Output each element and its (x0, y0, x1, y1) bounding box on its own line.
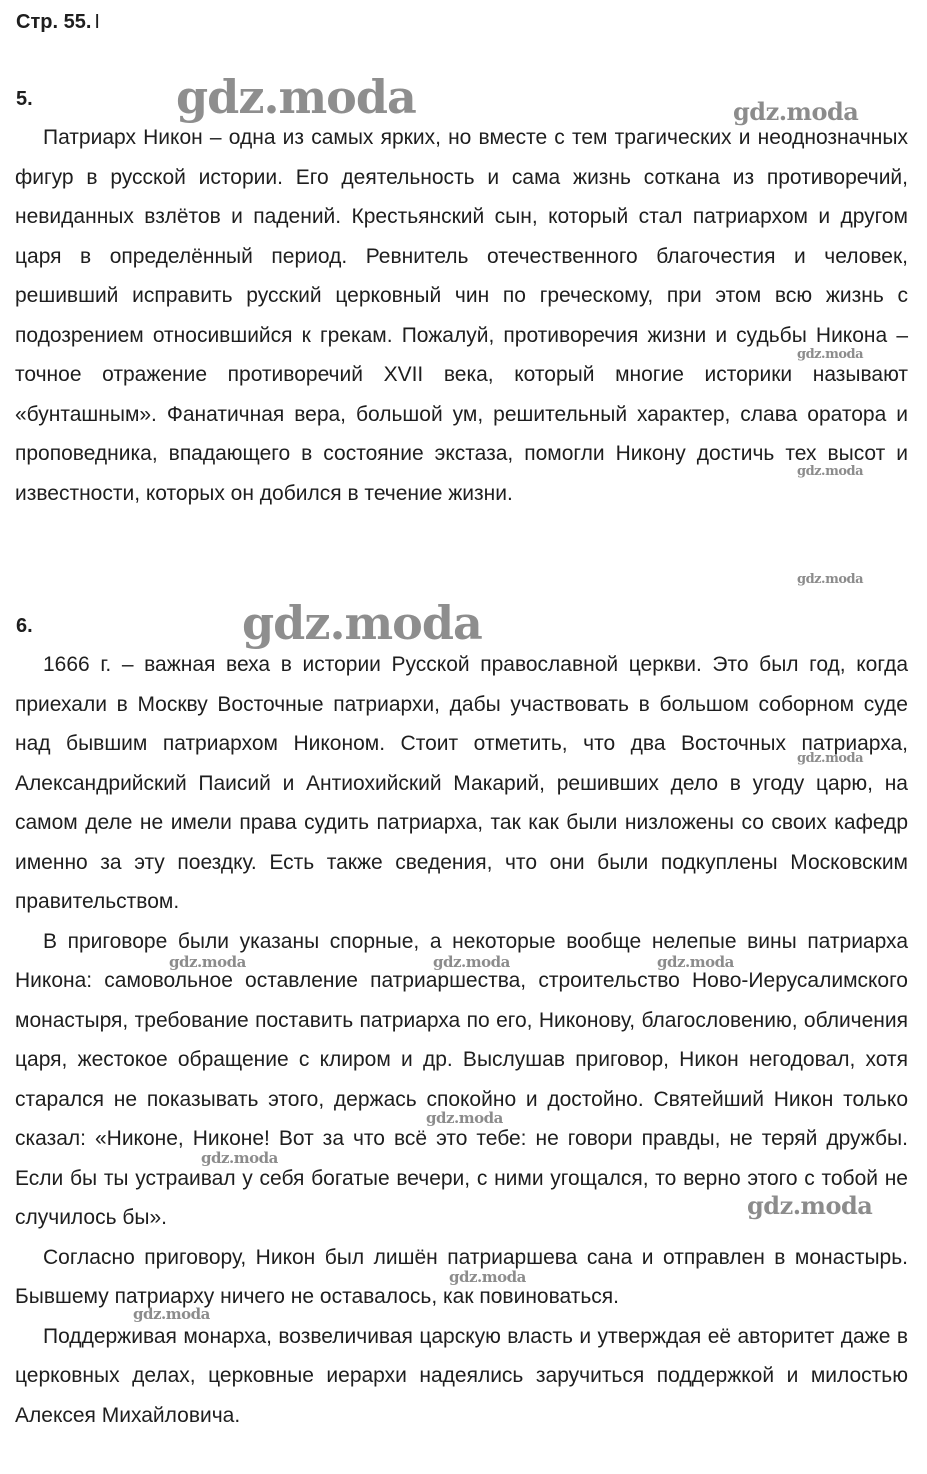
section-6-paragraph-1: 1666 г. – важная веха в истории Русской православной церкви. Это был год, когда приехали в Москву Восточные патриархи, дабы участвовать в большом соборном суде над бывшим патриархом Никоном. Стоит отметить, что два Восточных патриарха, Александрийский Паисий и Антиохийский Макарий, решивших дело в угоду царю, на самом деле не имели права судить патриарха, так как были низложены со своих кафедр именно за эту поездку. Есть также сведения, что они были подкуплены Московским правительством. (15, 653, 908, 913)
watermark-small: gdz.moda (797, 347, 864, 362)
watermark-small: gdz.moda (169, 953, 246, 971)
section-6-paragraph-3: Согласно приговору, Никон был лишён патриаршева сана и отправлен в монастырь. Бывшему патриарху ничего не оставалось, как повиноваться. (15, 1245, 908, 1308)
section-number-5: 5. (16, 88, 33, 110)
watermark-small: gdz.moda (797, 751, 864, 766)
watermark-small: gdz.moda (133, 1305, 210, 1323)
watermark-small: gdz.moda (426, 1109, 503, 1127)
watermark-small: gdz.moda (797, 464, 864, 479)
watermark-large: gdz.moda (176, 70, 416, 124)
section-5-paragraph: Патриарх Никон – одна из самых ярких, но вместе с тем трагических и неоднозначных фигур в русской истории. Его деятельность и сама жизнь соткана из противоречий, невиданных взлётов и падений. Крестьянский сын, который стал патриархом и другом царя в определённый период. Ревнитель отечественного благочестия и человек, решивший исправить русский церковный чин по греческому, при этом всю жизнь с подозрением относившийся к грекам. Пожалуй, противоречия жизни и судьбы Никона – точное отражение противоречий XVII века, который многие историки называют «бунташным». Фанатичная вера, большой ум, решительный характер, слава оратора и проповедника, впадающего в состояние экстаза, помогли Никону достичь тех высот и известности, которых он добился в течение жизни. (15, 126, 908, 505)
watermark: gdz.moda (733, 97, 859, 126)
section-5-body (15, 118, 908, 513)
section-6-body (15, 645, 908, 1435)
watermark-small: gdz.moda (433, 953, 510, 971)
section-number-6: 6. (16, 615, 33, 637)
watermark-small: gdz.moda (797, 572, 864, 587)
watermark: gdz.moda (747, 1191, 873, 1220)
watermark-small: gdz.moda (449, 1268, 526, 1286)
section-6-paragraph-4: Поддерживая монарха, возвеличивая царскую власть и утверждая её авторитет даже в церковных делах, церковные иерархи надеялись заручиться поддержкой и милостью Алексея Михайловича. (15, 1324, 908, 1427)
watermark-large: gdz.moda (242, 596, 482, 650)
page-header (16, 8, 100, 36)
page-number-label: Стр. 55. (16, 11, 92, 33)
watermark-small: gdz.moda (657, 953, 734, 971)
section-6-paragraph-2: В приговоре были указаны спорные, а некоторые вообще нелепые вины патриарха Никона: самовольное оставление патриаршества, строительство Ново-Иерусалимского монастыря, требование поставить патриарха по его, Никонову, благословению, обличения царя, жестокое обращение с клиром и др. Выслушав приговор, Никон негодовал, хотя старался не показывать этого, держась спокойно и достойно. Святейший Никон только сказал: «Никоне, Никоне! Вот за что всё это тебе: не говори правды, не теряй дружбы. Если бы ты устраивал у себя богатые вечери, с ними угощался, то верно этого с тобой не случилось бы». (15, 929, 908, 1229)
watermark-small: gdz.moda (201, 1149, 278, 1167)
text-cursor-mark: I (94, 11, 100, 33)
